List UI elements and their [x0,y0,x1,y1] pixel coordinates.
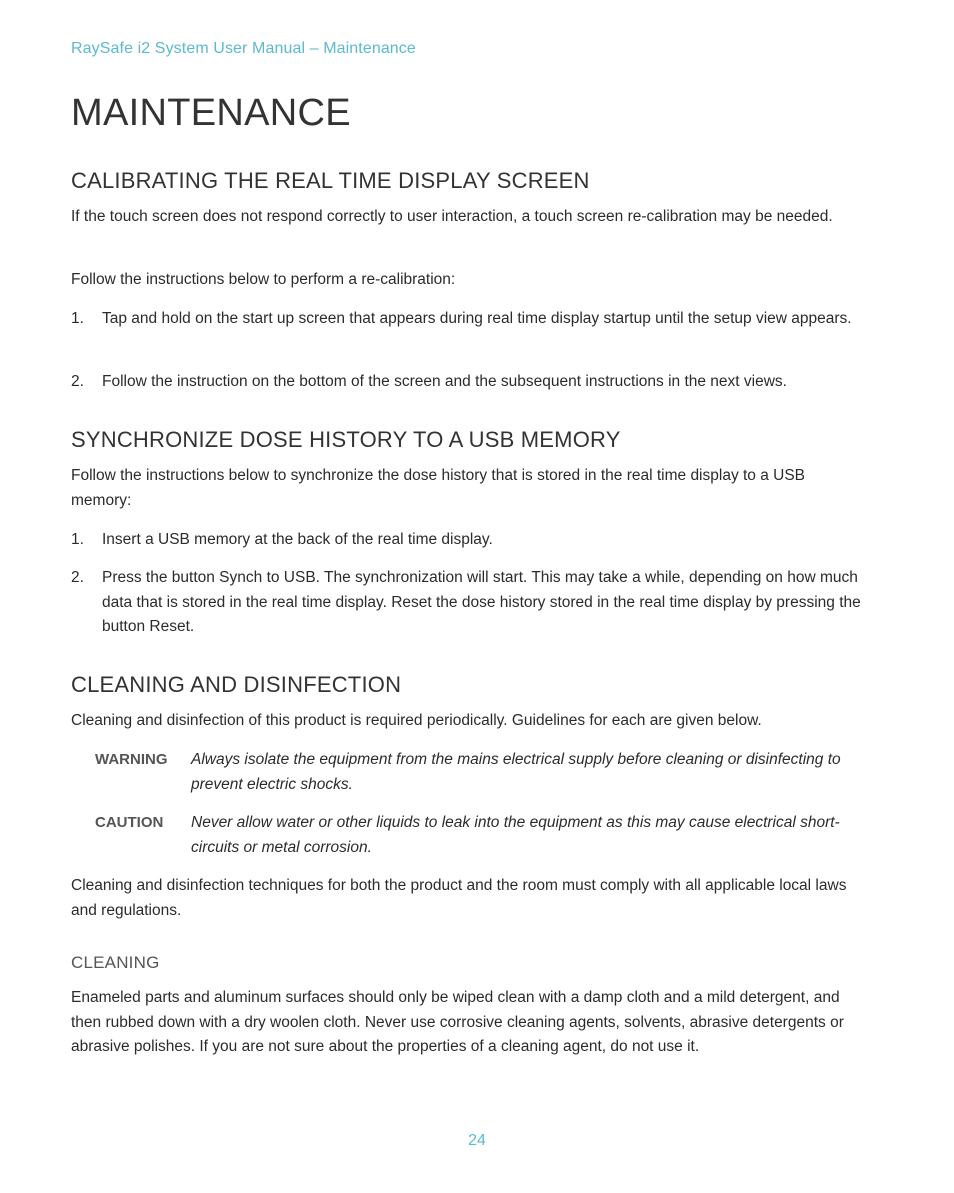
list-number: 2. [71,373,84,390]
list-text: Insert a USB memory at the back of the real time display. [102,531,493,548]
list-text: Follow the instruction on the bottom of the screen and the subsequent instructions in the next views. [102,373,787,390]
cleaning-text: Enameled parts and aluminum surfaces should only be wiped clean with a damp cloth and a mild detergent, and then rubbed down with a dry woolen cloth. Never use corrosive cleaning agents, solvents, abrasive detergents or abrasive polishes. If you are not sure about the properties of a cleaning agent, do not use it. [71,989,844,1055]
warning-label: WARNING [95,751,168,768]
section-heading-calibrate: CALIBRATING THE REAL TIME DISPLAY SCREEN [71,168,590,193]
section-heading-sync: SYNCHRONIZE DOSE HISTORY TO A USB MEMORY [71,427,621,452]
caution-label: CAUTION [95,814,164,831]
list-number: 2. [71,569,84,586]
sync-intro: Follow the instructions below to synchronize the dose history that is stored in the real time display to a USB memory: [71,467,806,509]
calibrate-intro: If the touch screen does not respond correctly to user interaction, a touch screen re-calibration may be needed. [71,208,833,225]
running-header: RaySafe i2 System User Manual – Maintenance [71,40,416,57]
page-title: MAINTENANCE [71,92,351,134]
warning-text: Always isolate the equipment from the mains electrical supply before cleaning or disinfecting to prevent electric shocks. [191,751,841,793]
warning-notice [95,748,875,797]
list-item [71,528,871,553]
list-item [71,307,871,332]
subheading-cleaning: CLEANING [71,953,160,972]
section-heading-cleaning: CLEANING AND DISINFECTION [71,672,402,697]
caution-notice [95,811,875,860]
list-item [71,370,871,395]
page-number: 24 [468,1132,486,1149]
caution-text: Never allow water or other liquids to leak into the equipment as this may cause electrical short-circuits or metal corrosion. [191,814,840,856]
cleaning-intro: Cleaning and disinfection of this product is required periodically. Guidelines for each are given below. [71,712,762,729]
list-text: Tap and hold on the start up screen that appears during real time display startup until the setup view appears. [102,310,852,327]
list-item [71,566,871,640]
list-text: Press the button Synch to USB. The synchronization will start. This may take a while, depending on how much data that is stored in the real time display. Reset the dose history stored in the real time display by pressing the button Reset. [102,569,861,635]
list-number: 1. [71,531,84,548]
compliance-text: Cleaning and disinfection techniques for both the product and the room must comply with all applicable local laws and regulations. [71,877,847,919]
calibrate-lead: Follow the instructions below to perform a re-calibration: [71,271,456,288]
list-number: 1. [71,310,84,327]
